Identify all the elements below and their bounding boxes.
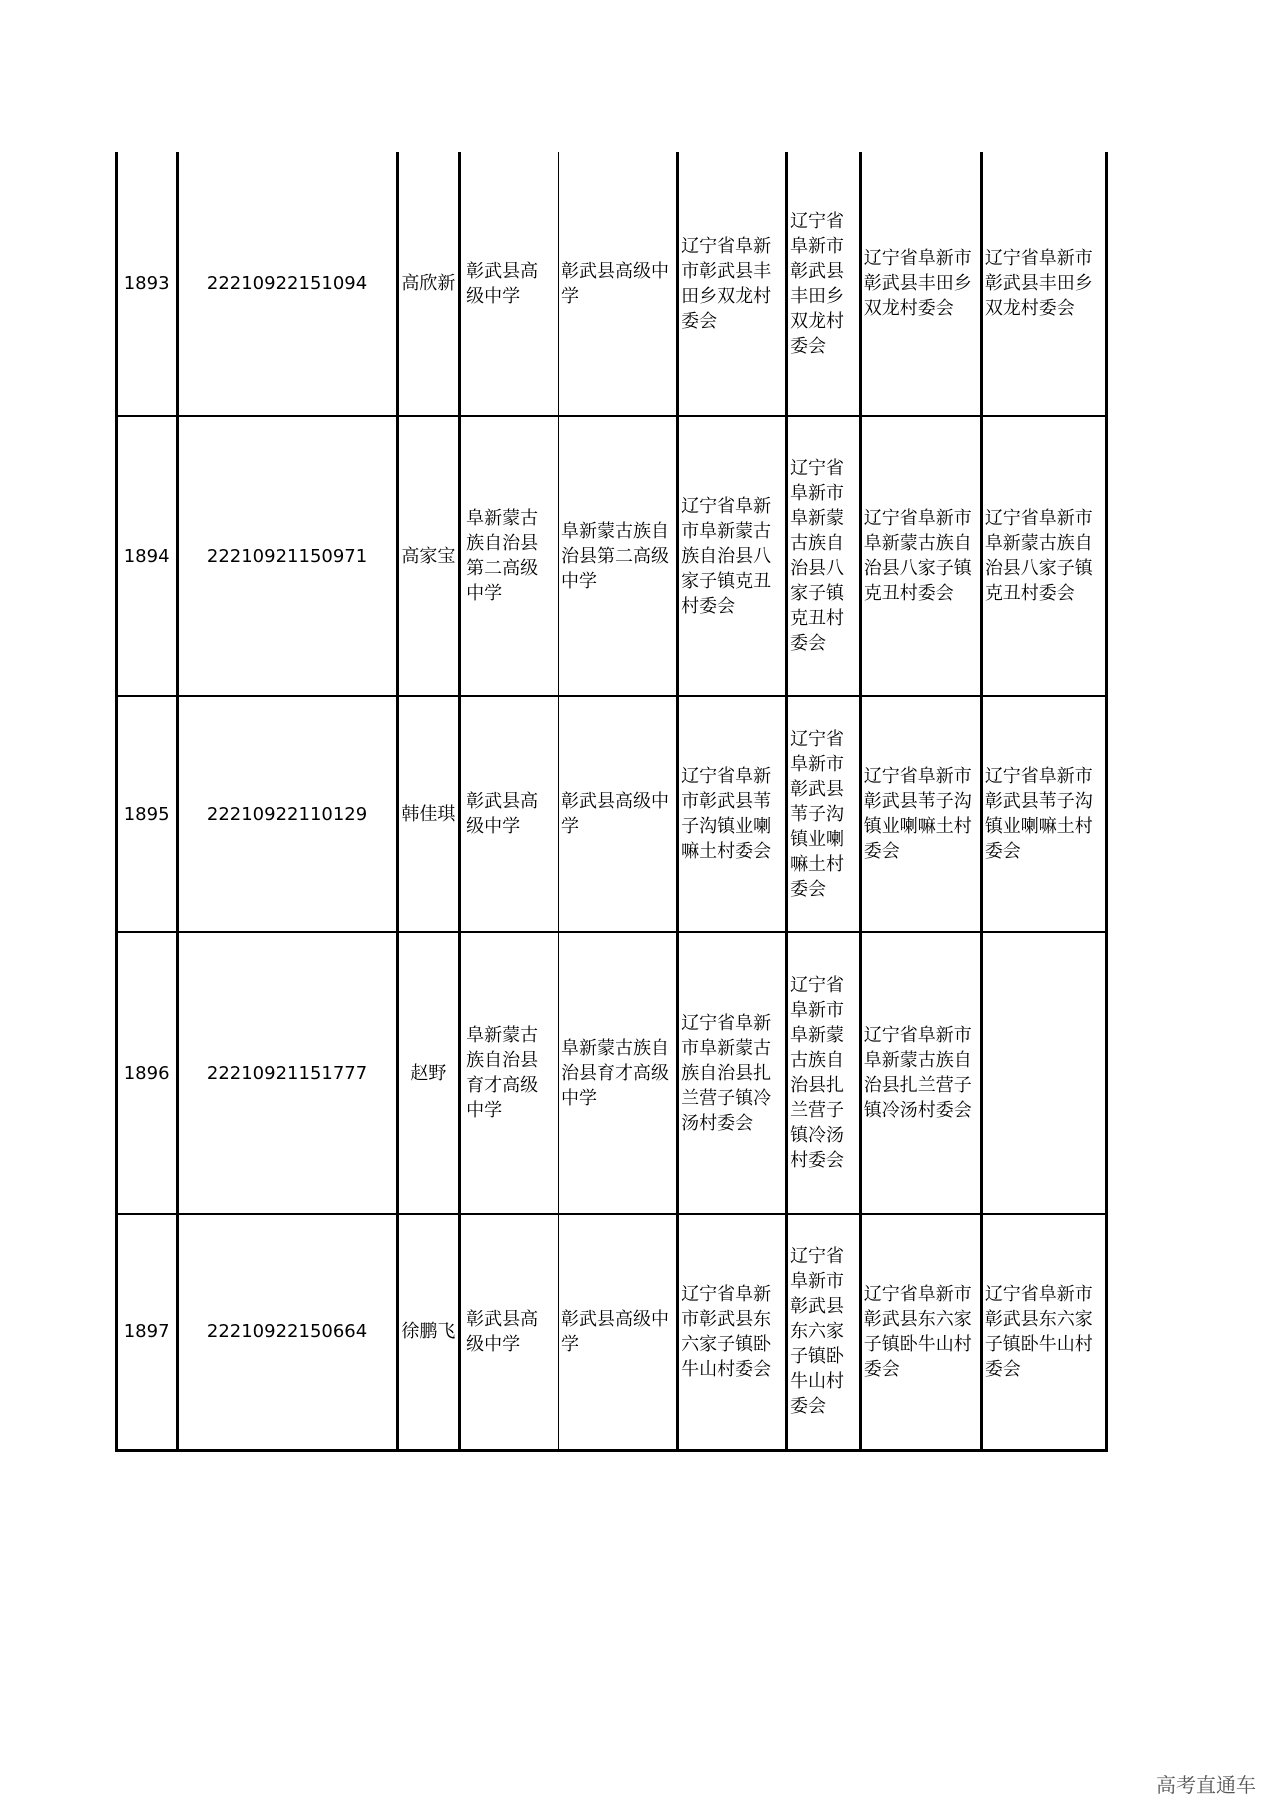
- address-a: 辽宁省阜新市彰武县东六家子镇卧牛山村委会: [678, 1214, 787, 1450]
- school-name: 彰武县高级中学: [460, 152, 559, 416]
- student-name: 赵野: [397, 932, 460, 1214]
- row-index: 1897: [117, 1214, 178, 1450]
- school-name: 彰武县高级中学: [460, 696, 559, 932]
- table-row: [117, 152, 1107, 416]
- address-d: 辽宁省阜新市彰武县丰田乡双龙村委会: [981, 152, 1106, 416]
- address-b: 辽宁省阜新市彰武县东六家子镇卧牛山村委会: [787, 1214, 861, 1450]
- school-name-full: 彰武县高级中学: [559, 1214, 678, 1450]
- school-name-full: 彰武县高级中学: [559, 696, 678, 932]
- table-row: [117, 696, 1107, 932]
- address-d: 辽宁省阜新市阜新蒙古族自治县八家子镇克丑村委会: [981, 416, 1106, 696]
- address-b: 辽宁省阜新市彰武县丰田乡双龙村委会: [787, 152, 861, 416]
- address-c: 辽宁省阜新市彰武县丰田乡双龙村委会: [860, 152, 981, 416]
- student-name: 徐鹏飞: [397, 1214, 460, 1450]
- row-index: 1895: [117, 696, 178, 932]
- address-c: 辽宁省阜新市彰武县苇子沟镇业喇嘛土村委会: [860, 696, 981, 932]
- row-index: 1893: [117, 152, 178, 416]
- table-row: [117, 416, 1107, 696]
- address-a: 辽宁省阜新市彰武县丰田乡双龙村委会: [678, 152, 787, 416]
- row-index: 1894: [117, 416, 178, 696]
- address-c: 辽宁省阜新市彰武县东六家子镇卧牛山村委会: [860, 1214, 981, 1450]
- address-a: 辽宁省阜新市彰武县苇子沟镇业喇嘛土村委会: [678, 696, 787, 932]
- registration-number: 22210921151777: [177, 932, 397, 1214]
- registration-number: 22210922150664: [177, 1214, 397, 1450]
- school-name-full: 阜新蒙古族自治县育才高级中学: [559, 932, 678, 1214]
- address-d: [981, 932, 1106, 1214]
- address-a: 辽宁省阜新市阜新蒙古族自治县八家子镇克丑村委会: [678, 416, 787, 696]
- school-name: 阜新蒙古族自治县第二高级中学: [460, 416, 559, 696]
- student-name: 高家宝: [397, 416, 460, 696]
- registration-number: 22210922110129: [177, 696, 397, 932]
- data-table: [115, 152, 1108, 1452]
- row-index: 1896: [117, 932, 178, 1214]
- table-row: [117, 1214, 1107, 1450]
- watermark-text: 高考直通车: [1156, 1773, 1256, 1797]
- student-name: 韩佳琪: [397, 696, 460, 932]
- address-d: 辽宁省阜新市彰武县苇子沟镇业喇嘛土村委会: [981, 696, 1106, 932]
- school-name-full: 彰武县高级中学: [559, 152, 678, 416]
- school-name: 彰武县高级中学: [460, 1214, 559, 1450]
- school-name: 阜新蒙古族自治县育才高级中学: [460, 932, 559, 1214]
- school-name-full: 阜新蒙古族自治县第二高级中学: [559, 416, 678, 696]
- student-name: 高欣新: [397, 152, 460, 416]
- registration-number: 22210921150971: [177, 416, 397, 696]
- address-b: 辽宁省阜新市阜新蒙古族自治县扎兰营子镇冷汤村委会: [787, 932, 861, 1214]
- address-b: 辽宁省阜新市彰武县苇子沟镇业喇嘛土村委会: [787, 696, 861, 932]
- address-a: 辽宁省阜新市阜新蒙古族自治县扎兰营子镇冷汤村委会: [678, 932, 787, 1214]
- address-b: 辽宁省阜新市阜新蒙古族自治县八家子镇克丑村委会: [787, 416, 861, 696]
- registration-number: 22210922151094: [177, 152, 397, 416]
- address-d: 辽宁省阜新市彰武县东六家子镇卧牛山村委会: [981, 1214, 1106, 1450]
- table-row: [117, 932, 1107, 1214]
- address-c: 辽宁省阜新市阜新蒙古族自治县扎兰营子镇冷汤村委会: [860, 932, 981, 1214]
- address-c: 辽宁省阜新市阜新蒙古族自治县八家子镇克丑村委会: [860, 416, 981, 696]
